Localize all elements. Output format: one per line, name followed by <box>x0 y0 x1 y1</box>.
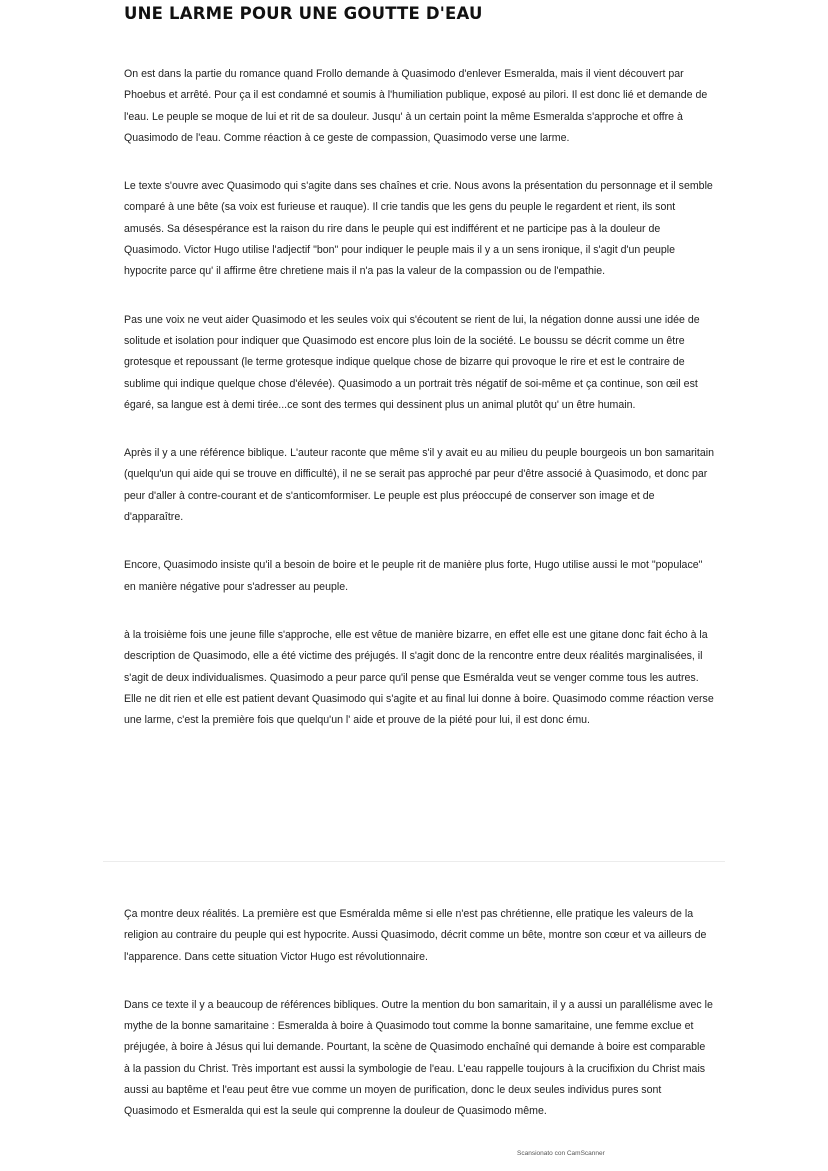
page-2-body <box>124 904 714 1150</box>
document-title: UNE LARME POUR UNE GOUTTE D'EAU <box>124 4 483 23</box>
paragraph-biblical-symbols: Dans ce texte il y a beaucoup de références bibliques. Outre la mention du bon samaritain, il y a aussi un parallélisme avec le mythe de la bonne samaritaine : Esmeralda à boire à Quasimodo tout comme la bonne samaritaine, une femme exclue et préjugée, à boire à Jésus qui lui demande. Pourtant, la scène de Quasimodo enchaîné qui demande à boire est comparable à la passion du Christ. Très important est aussi la symbologie de l'eau. L'eau rappelle toujours à la crucifixion du Christ mais aussi au baptême et l'eau peut être vue comme un moyen de purification, donc le deux seules individus pures sont Quasimodo et Esmeralda qui est la seule qui comprenne la douleur de Quasimodo même. <box>124 998 713 1118</box>
page-divider <box>103 861 725 862</box>
paragraph-biblical-reference: Après il y a une référence biblique. L'auteur raconte que même s'il y avait eu au milieu du peuple bourgeois un bon samaritain (quelqu'un qui aide qui se trouve en difficulté), il ne se serait pas approché par peur d'être associé à Quasimodo, et donc par peur d'aller à contre-courant et de s'anticomformiser. Le peuple est plus préoccupé de conserver son image et de d'apparaître. <box>124 447 714 524</box>
paragraph-opening: Le texte s'ouvre avec Quasimodo qui s'agite dans ses chaînes et crie. Nous avons la présentation du personnage et il semble comparé à une bête (sa voix est furieuse et rauque). Il crie tandis que les gens du peuple le regardent et rient, ils sont amusés. Sa désespérance est la raison du rire dans le peuple qui est indifférent et ne participe pas à la douleur de Quasimodo. Victor Hugo utilise l'adjectif "bon" pour indiquer le peuple mais il y a un sens ironique, il s'agit d'un peuple hypocrite parce qu' il affirme être chretiene mais il n'a pas la valeur de la compassion ou de l'empathie. <box>124 180 713 278</box>
scanner-watermark: Scansionato con CamScanner <box>517 1150 605 1157</box>
paragraph-two-realities: Ça montre deux réalités. La première est que Esméralda même si elle n'est pas chrétienne, elle pratique les valeurs de la religion au contraire du peuple qui est hypocrite. Aussi Quasimodo, décrit comme un bête, montre son cœur et va ailleurs de l'apparence. Dans cette situation Victor Hugo est révolutionnaire. <box>124 908 707 963</box>
paragraph-populace: Encore, Quasimodo insiste qu'il a besoin de boire et le peuple rit de manière plus forte, Hugo utilise aussi le mot "populace" en manière négative pour s'adresser au peuple. <box>124 559 703 593</box>
paragraph-esmeralda: à la troisième fois une jeune fille s'approche, elle est vêtue de manière bizarre, en effet elle est une gitane donc fait écho à la description de Quasimodo, elle a été victime des préjugés. Il s'agit donc de la rencontre entre deux réalités marginalisées, il s'agit de deux individualismes. Quasimodo a peur parce qu'il pense que Esméralda veut se venger comme tous les autres. Elle ne dit rien et elle est patient devant Quasimodo qui s'agite et au final lui donne à boire. Quasimodo comme réaction verse une larme, c'est la première fois que quelqu'un l' aide et prouve de la piété pour lui, il est donc ému. <box>124 628 714 727</box>
paragraph-context: On est dans la partie du romance quand Frollo demande à Quasimodo d'enlever Esmeralda, mais il vient découvert par Phoebus et arrêté. Pour ça il est condamné et soumis à l'humiliation publique, exposé au pilori. Il est donc lié et demande de l'eau. Le peuple se moque de lui et rit de sa douleur. Jusqu' à un certain point la même Esmeralda s'approche et offre à Quasimodo de l'eau. Comme réaction à ce geste de compassion, Quasimodo verse une larme. <box>124 68 708 144</box>
page-1-body <box>124 64 714 758</box>
paragraph-solitude: Pas une voix ne veut aider Quasimodo et les seules voix qui s'écoutent se rient de lui, la négation donne aussi une idée de solitude et isolation pour indiquer que Quasimodo est encore plus loin de la société. Le boussu se décrit comme un être grotesque et repoussant (le terme grotesque indique quelque chose de bizarre qui provoque le rire et est le contraire de sublime qui indique quelque chose d'élevée). Quasimodo a un portrait très négatif de soi-même et ça continue, son œil est égaré, sa langue est à demi tirée...ce sont des termes qui dessinent plus un animal plutôt qu' un être humain. <box>124 313 700 411</box>
